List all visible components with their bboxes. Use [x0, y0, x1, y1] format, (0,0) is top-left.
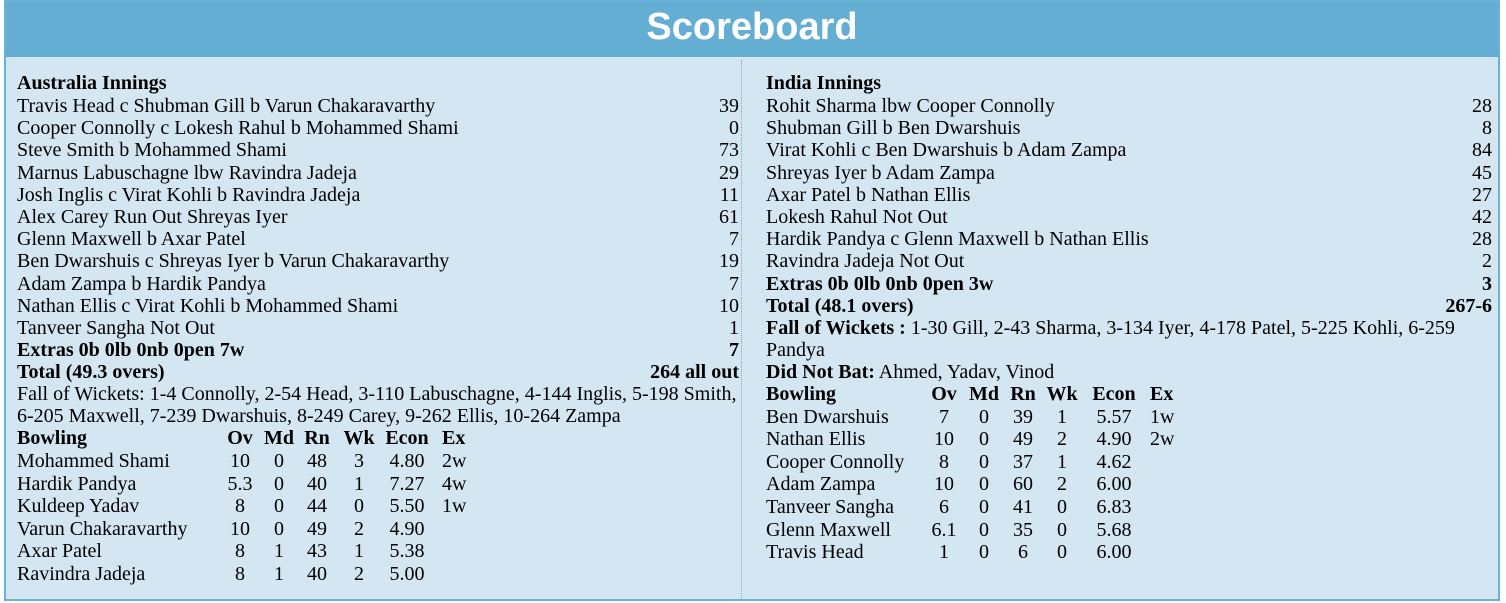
batter-dismissal: Glenn Maxwell b Axar Patel — [17, 228, 246, 251]
dnb-label: Did Not Bat: — [766, 360, 875, 383]
bowler-ov: 1 — [939, 541, 949, 564]
bowler-wk: 0 — [354, 495, 364, 518]
bowler-wk: 2 — [1057, 428, 1067, 451]
bowler-name: Ben Dwarshuis — [766, 405, 889, 428]
scoreboard-header — [6, 2, 1498, 57]
column-divider — [741, 60, 742, 600]
bowler-md: 0 — [979, 405, 989, 428]
innings-heading: Australia Innings — [17, 72, 167, 94]
batter-runs: 10 — [719, 294, 739, 317]
batter-runs: 42 — [1472, 205, 1492, 228]
bowler-ov: 10 — [934, 428, 954, 451]
bowler-ov: 10 — [230, 450, 250, 473]
bowling-header-row — [17, 427, 739, 450]
fall-of-wickets — [766, 317, 1492, 361]
batter-runs: 73 — [719, 139, 739, 162]
bowling-row — [766, 428, 1492, 451]
batter-runs: 19 — [719, 250, 739, 273]
bowler-ov: 10 — [934, 473, 954, 496]
bowling-row — [17, 450, 739, 473]
bowling-header-econ: Econ — [385, 427, 429, 450]
batter-runs: 39 — [719, 95, 739, 117]
bowling-header-wk: Wk — [1046, 383, 1078, 406]
batter-dismissal: Alex Carey Run Out Shreyas Iyer — [17, 205, 288, 228]
batter-dismissal: Virat Kohli c Ben Dwarshuis b Adam Zampa — [766, 139, 1127, 162]
extras-row — [17, 339, 739, 361]
bowler-econ: 5.50 — [389, 495, 425, 518]
bowler-rn: 41 — [1013, 496, 1033, 519]
bowler-rn: 6 — [1018, 541, 1028, 564]
bowler-wk: 2 — [1057, 473, 1067, 496]
batter-dismissal: Lokesh Rahul Not Out — [766, 205, 948, 228]
extras-label: Extras 0b 0lb 0nb 0pen 3w — [766, 272, 994, 295]
bowler-md: 0 — [979, 428, 989, 451]
batter-dismissal: Shubman Gill b Ben Dwarshuis — [766, 117, 1021, 140]
bowler-rn: 60 — [1013, 473, 1033, 496]
bowler-econ: 6.00 — [1096, 473, 1132, 496]
batting-row — [17, 228, 739, 250]
bowling-table — [766, 383, 1492, 564]
bowler-name: Cooper Connolly — [766, 450, 905, 473]
batter-dismissal: Tanveer Sangha Not Out — [17, 316, 215, 339]
bowler-md: 0 — [274, 472, 284, 495]
bowler-name: Mohammed Shami — [17, 450, 170, 473]
extras-value: 3 — [1482, 272, 1492, 295]
batting-row — [766, 117, 1492, 139]
total-row — [17, 361, 739, 383]
bowler-name: Travis Head — [766, 541, 864, 564]
batting-row — [17, 95, 739, 117]
bowler-ov: 6.1 — [931, 518, 957, 541]
bowling-row — [17, 473, 739, 496]
bowler-econ: 7.27 — [389, 472, 425, 495]
bowler-ov: 8 — [235, 495, 245, 518]
batting-list — [17, 95, 739, 339]
india-innings — [766, 72, 1492, 564]
bowler-wk: 2 — [354, 563, 364, 585]
batting-row — [17, 317, 739, 339]
bowling-row — [17, 495, 739, 518]
bowler-ov: 8 — [939, 450, 949, 473]
batter-dismissal: Shreyas Iyer b Adam Zampa — [766, 161, 995, 184]
bowler-econ: 4.90 — [1096, 428, 1132, 451]
batting-row — [17, 117, 739, 139]
bowling-header-rn: Rn — [1010, 383, 1036, 406]
batter-dismissal: Cooper Connolly c Lokesh Rahul b Mohammed Shami — [17, 117, 459, 140]
batter-dismissal: Hardik Pandya c Glenn Maxwell b Nathan Ellis — [766, 228, 1149, 251]
innings-heading: India Innings — [766, 72, 882, 94]
bowler-econ: 4.62 — [1096, 450, 1132, 473]
did-not-bat — [766, 361, 1492, 383]
bowling-header-rn: Rn — [304, 427, 330, 450]
bowling-table — [17, 427, 739, 585]
total-row — [766, 295, 1492, 317]
batter-runs: 28 — [1472, 95, 1492, 117]
bowler-name: Adam Zampa — [766, 473, 876, 496]
bowler-econ: 4.90 — [389, 517, 425, 540]
bowler-wk: 1 — [354, 472, 364, 495]
batter-runs: 28 — [1472, 228, 1492, 251]
batter-runs: 29 — [719, 161, 739, 184]
batting-row — [17, 273, 739, 295]
bowler-ex: 1w — [442, 495, 467, 518]
batter-dismissal: Ravindra Jadeja Not Out — [766, 250, 965, 273]
batter-dismissal: Rohit Sharma lbw Cooper Connolly — [766, 95, 1055, 117]
batter-runs: 2 — [1482, 250, 1492, 273]
bowling-header-ex: Ex — [1150, 383, 1174, 406]
bowler-wk: 0 — [1057, 541, 1067, 564]
batter-runs: 11 — [719, 183, 739, 206]
total-label: Total (48.1 overs) — [766, 294, 914, 317]
bowler-md: 0 — [979, 541, 989, 564]
bowler-wk: 1 — [1057, 405, 1067, 428]
bowler-econ: 5.57 — [1096, 405, 1132, 428]
bowler-econ: 6.83 — [1096, 496, 1132, 519]
batting-row — [17, 250, 739, 272]
batting-row — [766, 250, 1492, 272]
bowler-md: 1 — [274, 540, 284, 563]
bowler-md: 0 — [274, 450, 284, 473]
batting-row — [766, 139, 1492, 161]
batter-runs: 84 — [1472, 139, 1492, 162]
bowling-header-name: Bowling — [17, 427, 88, 450]
extras-label: Extras 0b 0lb 0nb 0pen 7w — [17, 339, 245, 362]
extras-row — [766, 273, 1492, 295]
batter-runs: 8 — [1482, 117, 1492, 140]
batter-dismissal: Axar Patel b Nathan Ellis — [766, 183, 971, 206]
dnb-text: Ahmed, Yadav, Vinod — [874, 360, 1055, 383]
bowler-md: 0 — [274, 517, 284, 540]
bowler-md: 0 — [274, 495, 284, 518]
australia-innings — [17, 72, 739, 586]
bowling-row — [17, 540, 739, 563]
batter-dismissal: Ben Dwarshuis c Shreyas Iyer b Varun Chakaravarthy — [17, 250, 450, 273]
bowling-row — [766, 473, 1492, 496]
bowling-row — [766, 406, 1492, 429]
batting-row — [766, 95, 1492, 117]
bowler-ex: 1w — [1150, 405, 1175, 428]
batter-dismissal: Adam Zampa b Hardik Pandya — [17, 272, 266, 295]
bowler-ex: 2w — [1150, 428, 1175, 451]
bowler-name: Varun Chakaravarthy — [17, 517, 188, 540]
batter-dismissal: Marnus Labuschagne lbw Ravindra Jadeja — [17, 161, 357, 184]
batter-dismissal: Josh Inglis c Virat Kohli b Ravindra Jadeja — [17, 183, 361, 206]
bowler-rn: 49 — [1013, 428, 1033, 451]
batting-row — [766, 206, 1492, 228]
bowling-header-md: Md — [969, 383, 999, 406]
bowling-row — [766, 451, 1492, 474]
batting-row — [17, 206, 739, 228]
bowler-rn: 39 — [1013, 405, 1033, 428]
bowler-ex: 2w — [442, 450, 467, 473]
batter-runs: 0 — [729, 117, 739, 140]
bowler-md: 0 — [979, 518, 989, 541]
batting-row — [17, 295, 739, 317]
bowler-rn: 48 — [307, 450, 327, 473]
batter-runs: 7 — [729, 272, 739, 295]
bowler-rn: 43 — [307, 540, 327, 563]
extras-value: 7 — [729, 339, 739, 362]
bowler-wk: 1 — [354, 540, 364, 563]
bowler-md: 0 — [979, 496, 989, 519]
bowler-econ: 5.68 — [1096, 518, 1132, 541]
bowler-wk: 1 — [1057, 450, 1067, 473]
bowler-rn: 35 — [1013, 518, 1033, 541]
fow-text: 1-30 Gill, 2-43 Sharma, 3-134 Iyer, 4-178 Patel, 5-225 Kohli, 6-259 Pandya — [766, 316, 1455, 361]
bowler-wk: 0 — [1057, 496, 1067, 519]
total-value: 267-6 — [1445, 294, 1492, 317]
bowler-wk: 3 — [354, 450, 364, 473]
batting-list — [766, 95, 1492, 273]
bowling-header-name: Bowling — [766, 383, 837, 406]
bowler-name: Nathan Ellis — [766, 428, 866, 451]
batting-row — [17, 184, 739, 206]
page-title: Scoreboard — [646, 6, 858, 48]
bowler-ov: 5.3 — [227, 472, 253, 495]
batting-row — [17, 162, 739, 184]
bowler-econ: 5.00 — [389, 563, 425, 585]
bowler-ov: 8 — [235, 540, 245, 563]
bowler-wk: 2 — [354, 517, 364, 540]
batter-dismissal: Steve Smith b Mohammed Shami — [17, 139, 287, 162]
bowling-header-ex: Ex — [442, 427, 466, 450]
bowler-ov: 10 — [230, 517, 250, 540]
bowler-wk: 0 — [1057, 518, 1067, 541]
bowling-header-ov: Ov — [931, 383, 957, 406]
bowler-rn: 37 — [1013, 450, 1033, 473]
bowler-econ: 5.38 — [389, 540, 425, 563]
bowler-ov: 6 — [939, 496, 949, 519]
bowling-row — [17, 563, 739, 586]
bowler-name: Axar Patel — [17, 540, 102, 563]
bowler-ov: 8 — [235, 563, 245, 585]
bowling-header-md: Md — [264, 427, 294, 450]
bowler-rn: 40 — [307, 472, 327, 495]
batting-row — [766, 184, 1492, 206]
bowler-econ: 4.80 — [389, 450, 425, 473]
bowling-row — [17, 518, 739, 541]
bowler-econ: 6.00 — [1096, 541, 1132, 564]
batting-row — [17, 139, 739, 161]
batter-dismissal: Travis Head c Shubman Gill b Varun Chakaravarthy — [17, 95, 436, 117]
bowling-row — [766, 496, 1492, 519]
batter-dismissal: Nathan Ellis c Virat Kohli b Mohammed Shami — [17, 294, 399, 317]
total-value: 264 all out — [650, 361, 739, 384]
bowler-name: Ravindra Jadeja — [17, 563, 146, 585]
scoreboard-panel — [4, 0, 1500, 601]
batter-runs: 7 — [729, 228, 739, 251]
bowler-rn: 40 — [307, 563, 327, 585]
batter-runs: 1 — [729, 316, 739, 339]
batter-runs: 45 — [1472, 161, 1492, 184]
bowler-name: Glenn Maxwell — [766, 518, 891, 541]
batter-runs: 27 — [1472, 183, 1492, 206]
bowler-md: 1 — [274, 563, 284, 585]
bowler-name: Tanveer Sangha — [766, 496, 894, 519]
bowling-row — [766, 519, 1492, 542]
batting-row — [766, 228, 1492, 250]
bowler-md: 0 — [979, 473, 989, 496]
fow-label: Fall of Wickets : — [766, 316, 906, 339]
bowling-row — [766, 541, 1492, 564]
bowling-header-ov: Ov — [227, 427, 253, 450]
bowler-ex: 4w — [442, 472, 467, 495]
total-label: Total (49.3 overs) — [17, 361, 165, 384]
batting-row — [766, 162, 1492, 184]
bowling-header-wk: Wk — [343, 427, 375, 450]
batter-runs: 61 — [719, 205, 739, 228]
fall-of-wickets: Fall of Wickets: 1-4 Connolly, 2-54 Head, 3-110 Labuschagne, 4-144 Inglis, 5-198 Smith, 6-205 Maxwell, 7-239 Dwarshuis, 8-249 Carey, 9-262 Ellis, 10-264 Zampa — [17, 383, 737, 428]
bowler-rn: 44 — [307, 495, 327, 518]
bowler-name: Kuldeep Yadav — [17, 495, 140, 518]
bowler-ov: 7 — [939, 405, 949, 428]
bowler-name: Hardik Pandya — [17, 472, 137, 495]
bowling-header-econ: Econ — [1092, 383, 1136, 406]
bowling-header-row — [766, 383, 1492, 406]
bowler-md: 0 — [979, 450, 989, 473]
bowler-rn: 49 — [307, 517, 327, 540]
